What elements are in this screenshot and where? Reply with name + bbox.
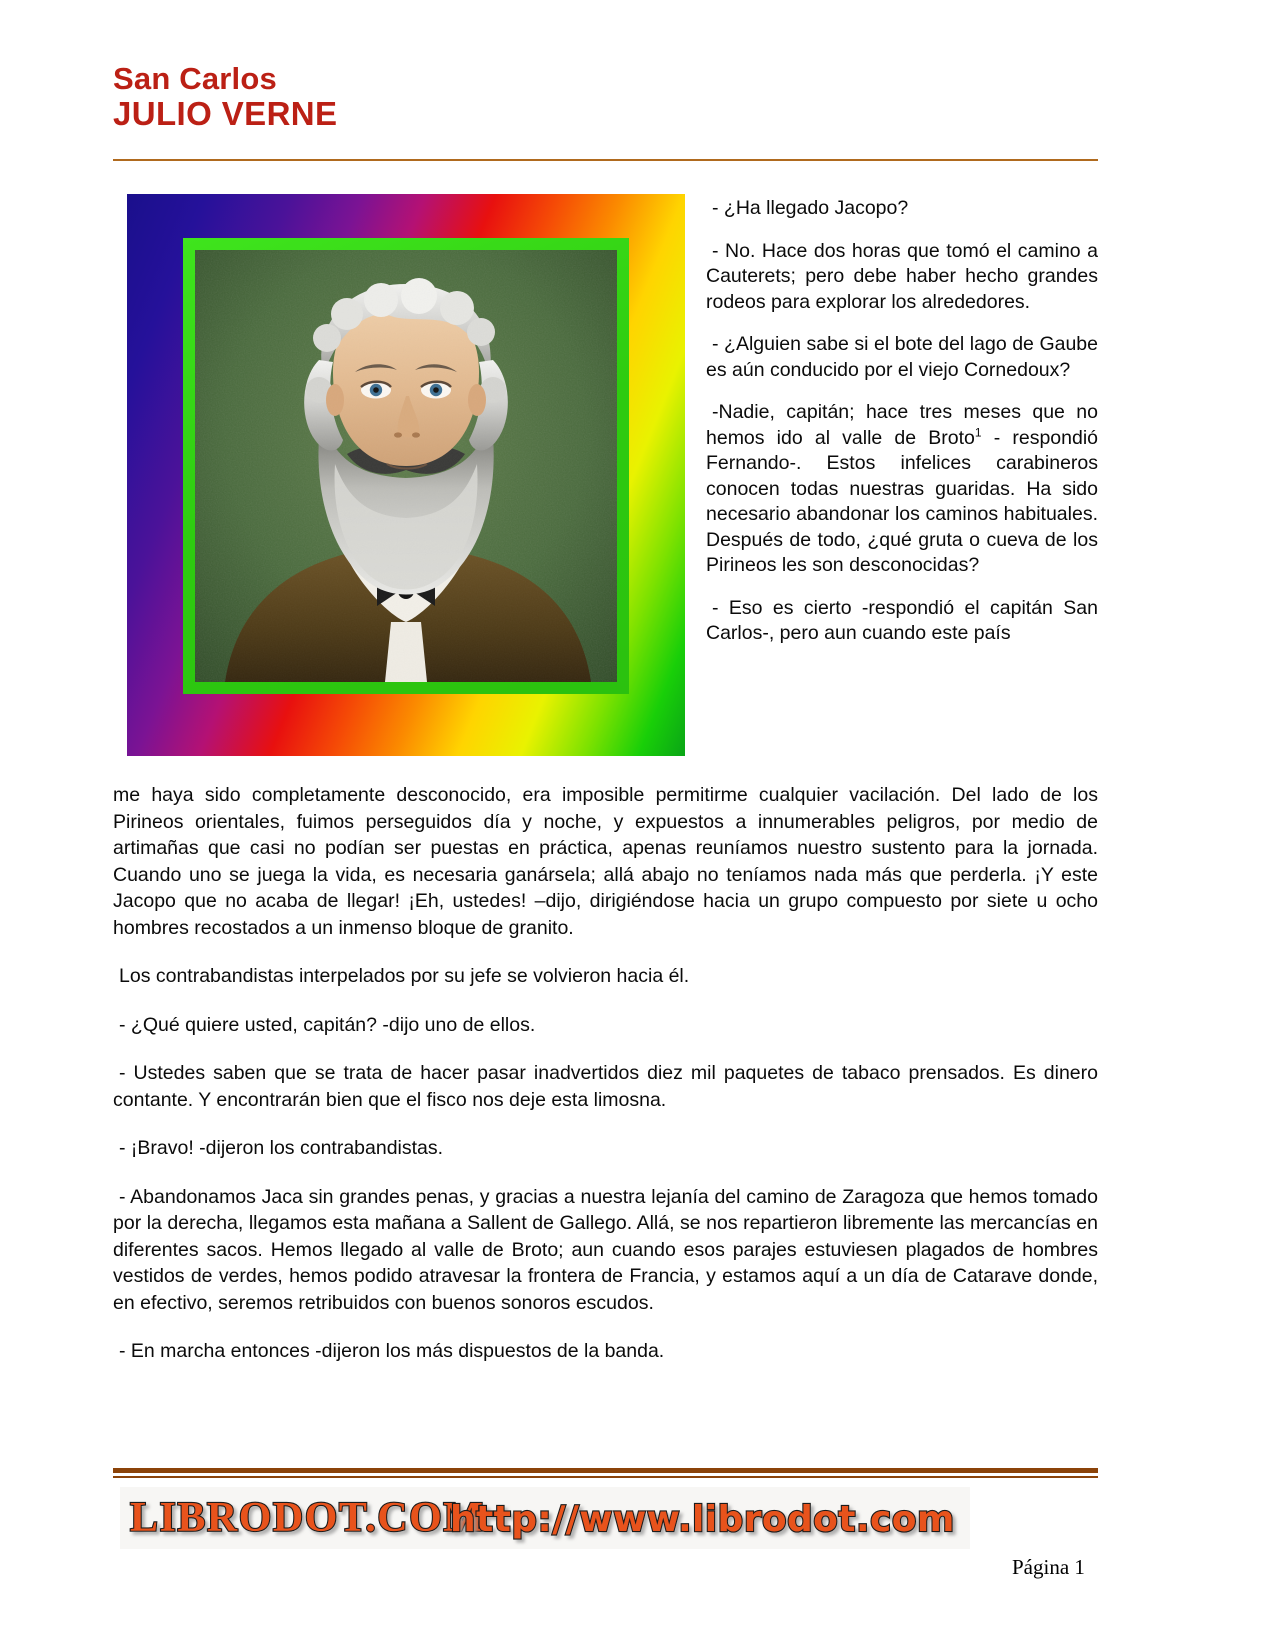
author-portrait-figure xyxy=(127,194,685,756)
body-paragraph: Los contrabandistas interpelados por su jefe se volvieron hacia él. xyxy=(119,965,690,987)
footer-divider-thick xyxy=(113,1468,1098,1473)
green-inner-border xyxy=(183,238,629,694)
header-divider xyxy=(113,159,1098,161)
librodot-logo-band xyxy=(120,1487,970,1549)
body-paragraph: - Ustedes saben que se trata de hacer pasar inadvertidos diez mil paquetes de tabaco prensados. Es dinero contante. Y encontrarán bien que el fisco nos deje esta limosna. xyxy=(113,1062,1098,1111)
librodot-logo-text: LIBRODOT.COM xyxy=(130,1495,485,1541)
body-paragraph: - ¿Qué quiere usted, capitán? -dijo uno de ellos. xyxy=(119,1013,536,1036)
dialogue-paragraph-bridge: - Eso es cierto -respondió el capitán San Carlos-, pero aun cuando este país xyxy=(706,596,1098,644)
dialogue-text-part1: -Nadie, capitán; hace tres meses que no hemos ido al valle de Broto xyxy=(706,401,1098,449)
body-paragraph: - En marcha entonces -dijeron los más dispuestos de la banda. xyxy=(119,1340,665,1362)
dialogue-paragraph: - ¿Ha llegado Jacopo? xyxy=(712,197,909,219)
body-paragraph: - ¡Bravo! -dijeron los contrabandistas. xyxy=(119,1137,444,1159)
julio-verne-portrait xyxy=(195,250,617,682)
body-paragraph: - Abandonamos Jaca sin grandes penas, y gracias a nuestra lejanía del camino de Zaragoza que hemos tomado por la derecha, llegamos esta mañana a Sallent de Gallego. Allá, se nos repartieron libremente las mercancías en diferentes sacos. Hemos llegado al valle de Broto; aun cuando esos parajes estuviesen plagados de hombres vestidos de verdes, hemos podido atravesar la frontera de Francia, y estamos aquí a un día de Catarave donde, en efectivo, seremos retribuidos con buenos sonoros escudos. xyxy=(113,1185,1098,1314)
dialogue-paragraph: - ¿Alguien sabe si el bote del lago de Gaube es aún conducido por el viejo Cornedoux? xyxy=(706,333,1098,381)
librodot-logo[interactable] xyxy=(120,1487,970,1549)
dialogue-paragraph-with-footnote xyxy=(706,400,1098,579)
footnote-marker: 1 xyxy=(974,425,982,439)
book-title: San Carlos xyxy=(113,61,277,96)
dialogue-text-part2: - respondió Fernando-. Estos infelices carabineros conocen todas nuestras guaridas. Ha sido necesario abandonar los caminos habituales. Después de todo, ¿qué gruta o cueva de los Pirineos les son desconocidas? xyxy=(706,426,1099,576)
librodot-url-text: http://www.librodot.com xyxy=(450,1499,955,1540)
footer-divider-thin xyxy=(113,1476,1098,1478)
page-header xyxy=(113,62,1098,133)
body-paragraph: me haya sido completamente desconocido, era imposible permitirme cualquier vacilación. Del lado de los Pirineos orientales, fuimos perseguidos día y noche, y expuestos a innumerables peligros, por medio de artimañas que casi no podían ser puestas en práctica, apenas reuníamos nuestro sustento para la jornada. Cuando uno se juega la vida, es necesaria ganársela; allá abajo no teníamos nada más que perderla. ¡Y este Jacopo que no acaba de llegar! ¡Eh, ustedes! –dijo, dirigiéndose hacia un grupo compuesto por siete u ocho hombres recostados a un inmenso bloque de granito. xyxy=(113,784,1098,939)
page-number: Página 1 xyxy=(1012,1555,1085,1579)
dialogue-paragraph: - No. Hace dos horas que tomó el camino a Cauterets; pero debe haber hecho grandes rodeos para explorar los alrededores. xyxy=(706,239,1098,313)
dialogue-column xyxy=(706,196,1098,647)
author-name: JULIO VERNE xyxy=(113,95,338,133)
body-text-column xyxy=(113,782,1098,1387)
